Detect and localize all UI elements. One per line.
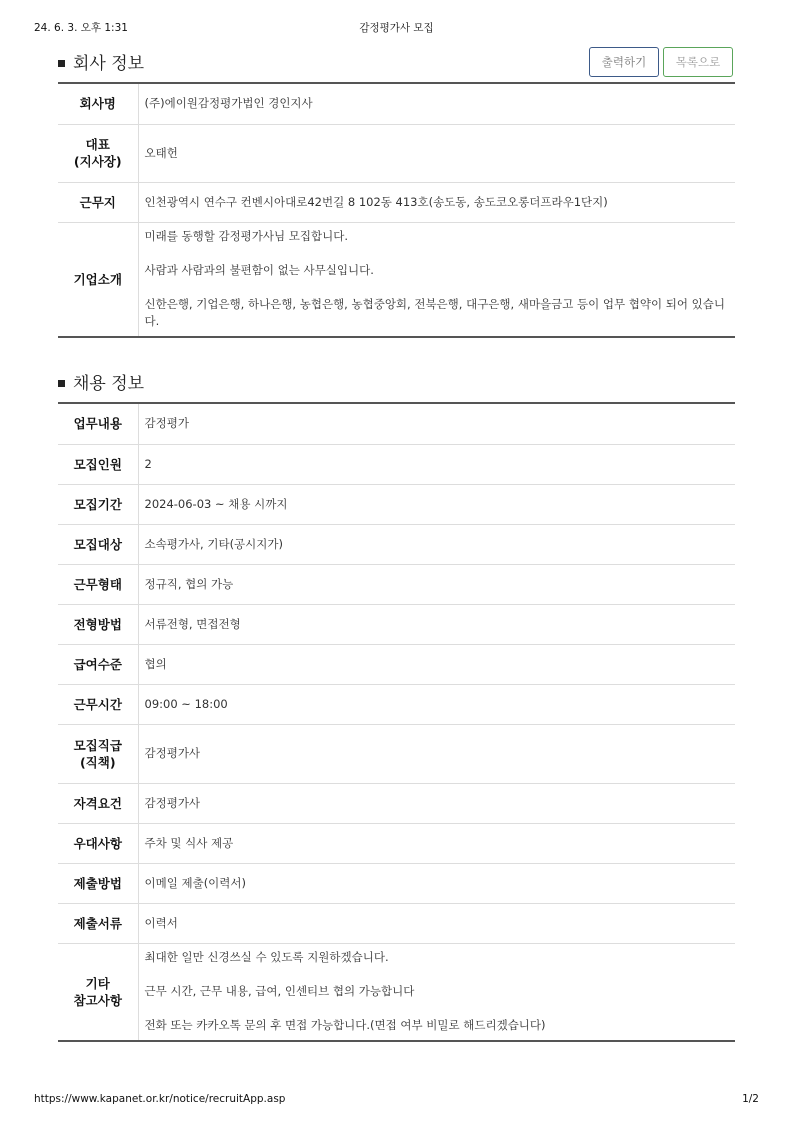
print-header [34,20,759,34]
row-label [58,124,138,182]
row-label-line: 근무형태 [73,576,122,592]
row-label [58,564,138,604]
row-value [138,903,735,943]
row-label-line: 대표 [85,137,110,152]
row-label-line: (지사장) [73,154,122,169]
row-value-paragraph: 오태헌 [144,145,178,160]
row-label-line: (직책) [79,754,116,770]
row-label [58,644,138,684]
row-label [58,403,138,444]
row-label [58,863,138,903]
row-label-line: 업무내용 [73,416,122,432]
row-label [58,724,138,783]
row-label-line: 근무지 [79,194,116,210]
row-value [138,182,735,222]
recruit-info-table [58,402,735,1042]
row-value-paragraph: 협의 [144,656,167,671]
row-value-paragraph: 서류전형, 면접전형 [144,616,241,631]
row-label [58,604,138,644]
row-value [138,444,735,484]
row-value [138,644,735,684]
row-value-paragraph: (주)에이원감정평가법인 경인지사 [144,96,313,111]
row-label [58,182,138,222]
row-value [138,783,735,823]
row-label [58,484,138,524]
row-value-paragraph: 09:00 ~ 18:00 [144,696,228,711]
row-value [138,863,735,903]
company-section-title-text: 회사 정보 [73,54,145,74]
row-value-paragraph: 사람과 사람과의 불편함이 없는 사무실입니다. [144,263,374,278]
row-label-line: 우대사항 [73,835,122,851]
row-label-line: 참고사항 [73,992,122,1008]
row-value-paragraph: 감정평가사 [144,746,201,760]
table-row [58,783,735,823]
row-label-line: 제출방법 [73,875,122,891]
back-to-list-button[interactable]: 목록으로 [663,47,733,77]
row-value [138,83,735,124]
row-label [58,222,138,337]
row-label-line: 자격요건 [73,795,122,811]
row-label [58,444,138,484]
page-url: https://www.kapanet.or.kr/notice/recruitApp.asp [34,1093,286,1105]
table-row [58,124,735,182]
row-value [138,943,735,1041]
table-row [58,524,735,564]
row-value-paragraph: 감정평가사 [144,795,201,810]
row-value [138,604,735,644]
table-row [58,484,735,524]
company-info-table [58,82,735,338]
row-value [138,124,735,182]
table-row [58,903,735,943]
print-button[interactable]: 출력하기 [589,47,659,77]
square-bullet-icon [58,380,65,387]
row-label-line: 제출서류 [73,915,122,931]
row-label [58,783,138,823]
table-row [58,684,735,724]
row-label [58,903,138,943]
table-row [58,83,735,124]
row-label-line: 모집대상 [73,536,122,552]
row-value-paragraph: 2 [144,456,152,471]
row-label [58,684,138,724]
table-row [58,863,735,903]
row-value-paragraph: 근무 시간, 근무 내용, 급여, 인센티브 협의 가능합니다 [144,984,415,999]
table-row [58,444,735,484]
row-value-paragraph: 미래를 동행할 감정평가사님 모집합니다. [144,229,348,244]
row-value-paragraph: 정규직, 협의 가능 [144,576,234,591]
row-value [138,823,735,863]
row-value [138,484,735,524]
row-value-paragraph: 인천광역시 연수구 컨벤시아대로42번길 8 102동 413호(송도동, 송도코오롱더프라우1단지) [144,194,608,209]
table-row [58,644,735,684]
table-row [58,604,735,644]
print-page-title: 감정평가사 모집 [359,22,434,34]
row-value-paragraph: 소속평가사, 기타(공시지가) [144,536,283,551]
action-buttons [589,47,733,77]
table-row [58,724,735,783]
row-value [138,524,735,564]
table-row [58,943,735,1041]
row-value [138,724,735,783]
table-row [58,222,735,337]
row-label-line: 급여수준 [73,656,122,672]
page-number: 1/2 [742,1093,759,1105]
row-label-line: 회사명 [79,96,116,112]
row-label [58,83,138,124]
row-label-line: 모집기간 [73,496,122,512]
table-row [58,823,735,863]
recruit-section-title-text: 채용 정보 [73,374,145,394]
table-row [58,564,735,604]
row-value [138,684,735,724]
row-value [138,564,735,604]
row-value-paragraph: 2024-06-03 ~ 채용 시까지 [144,496,288,511]
company-section-title [58,49,144,74]
square-bullet-icon [58,60,65,67]
recruit-section-title [58,369,144,394]
table-row [58,182,735,222]
row-label [58,524,138,564]
row-label-line: 기타 [85,975,110,991]
row-label [58,823,138,863]
row-value-paragraph: 이력서 [144,915,178,930]
row-label-line: 근무시간 [73,696,122,712]
row-value [138,222,735,337]
print-datetime: 24. 6. 3. 오후 1:31 [34,22,128,34]
row-value [138,403,735,444]
row-value-paragraph: 감정평가 [144,416,189,431]
row-label-line: 기업소개 [73,271,122,287]
row-value-paragraph: 주차 및 식사 제공 [144,835,234,850]
row-label-line: 전형방법 [73,616,122,632]
row-value-paragraph: 신한은행, 기업은행, 하나은행, 농협은행, 농협중앙회, 전북은행, 대구은행, 새마을금고 등이 업무 협약이 되어 있습니다. [144,297,725,329]
row-label [58,943,138,1041]
print-footer [34,1093,759,1107]
row-value-paragraph: 최대한 일만 신경쓰실 수 있도록 지원하겠습니다. [144,950,389,965]
row-value-paragraph: 전화 또는 카카오톡 문의 후 면접 가능합니다.(면접 여부 비밀로 해드리겠습니다) [144,1018,546,1033]
row-label-line: 모집인원 [73,456,122,472]
row-label-line: 모집직급 [73,737,122,753]
table-row [58,403,735,444]
row-value-paragraph: 이메일 제출(이력서) [144,875,246,890]
